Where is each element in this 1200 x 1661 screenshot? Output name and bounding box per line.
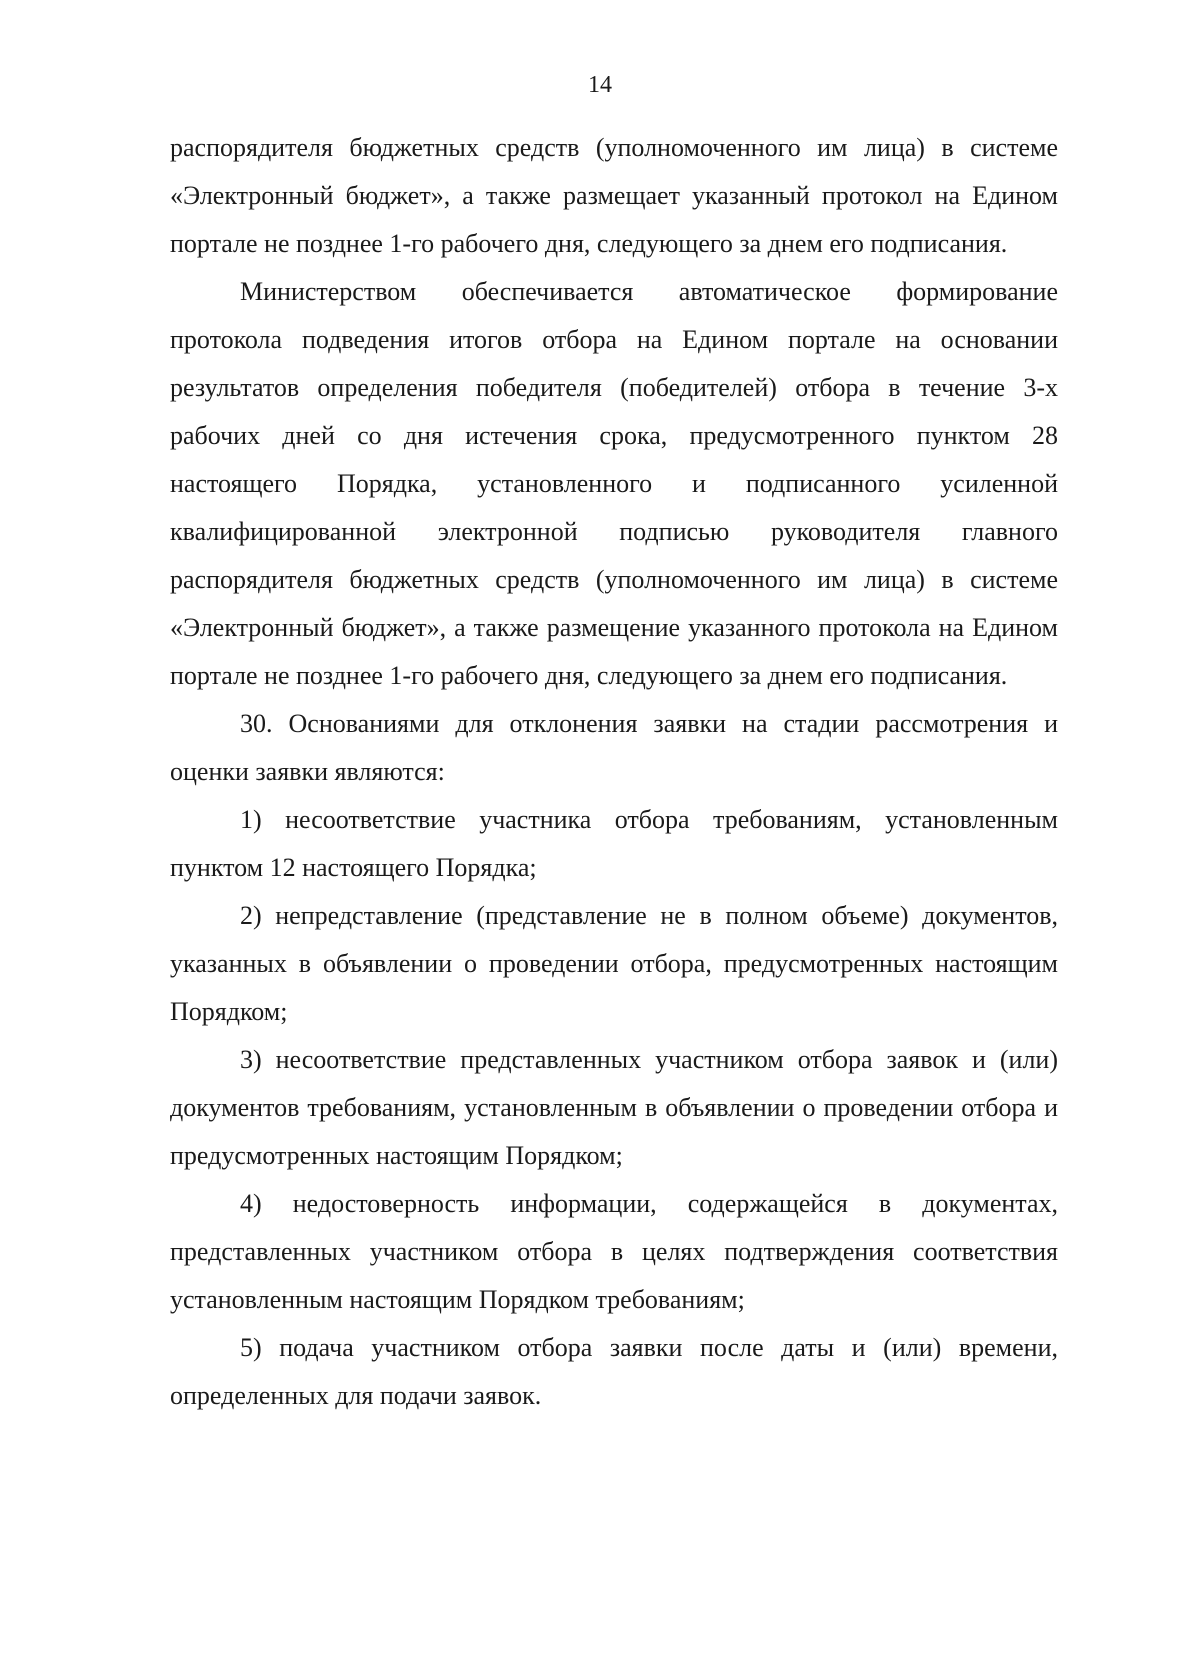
- list-item-1: 1) несоответствие участника отбора требованиям, установленным пунктом 12 настоящего Порядка;: [170, 805, 1058, 882]
- document-body: [170, 124, 1058, 1420]
- list-item-3: 3) несоответствие представленных участником отбора заявок и (или) документов требованиям, установленным в объявлении о проведении отбора и предусмотренных настоящим Порядком;: [170, 1045, 1058, 1170]
- list-item-5: 5) подача участником отбора заявки после даты и (или) времени, определенных для подачи заявок.: [170, 1333, 1058, 1410]
- paragraph-ministry-protocol: Министерством обеспечивается автоматическое формирование протокола подведения итогов отбора на Едином портале на основании результатов определения победителя (победителей) отбора в течение 3-х рабочих дней со дня истечения срока, предусмотренного пунктом 28 настоящего Порядка, установленного и подписанного усиленной квалифицированной электронной подписью руководителя главного распорядителя бюджетных средств (уполномоченного им лица) в системе «Электронный бюджет», а также размещение указанного протокола на Едином портале не позднее 1-го рабочего дня, следующего за днем его подписания.: [170, 277, 1058, 690]
- page-number: 14: [588, 72, 612, 98]
- paragraph-item-30: 30. Основаниями для отклонения заявки на стадии рассмотрения и оценки заявки являются:: [170, 709, 1058, 786]
- paragraph-continuation: распорядителя бюджетных средств (уполномоченного им лица) в системе «Электронный бюджет», а также размещает указанный протокол на Едином портале не позднее 1-го рабочего дня, следующего за днем его подписания.: [170, 133, 1058, 258]
- list-item-4: 4) недостоверность информации, содержащейся в документах, представленных участником отбора в целях подтверждения соответствия установленным настоящим Порядком требованиям;: [170, 1189, 1058, 1314]
- list-item-2: 2) непредставление (представление не в полном объеме) документов, указанных в объявлении о проведении отбора, предусмотренных настоящим Порядком;: [170, 901, 1058, 1026]
